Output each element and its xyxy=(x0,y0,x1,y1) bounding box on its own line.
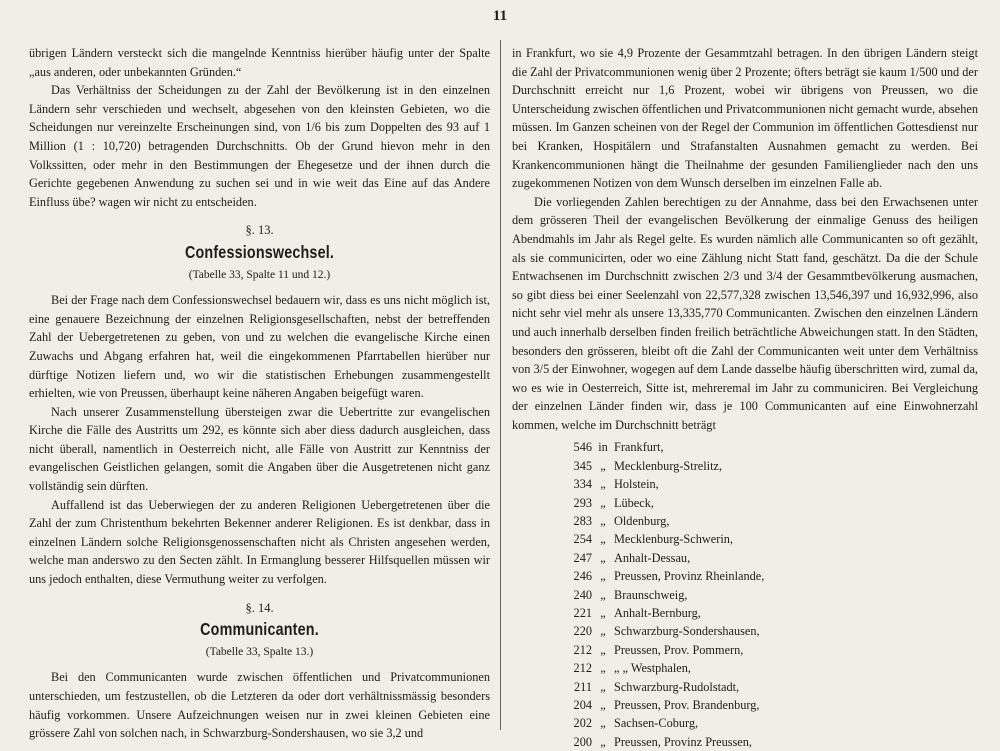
list-item-sep: „ xyxy=(600,495,606,510)
list-item-sep: „ xyxy=(600,697,606,712)
section-title: Confessionswechsel. xyxy=(184,241,335,262)
paragraph: Bei den Communicanten wurde zwischen öffentlichen und Privatcommunionen unterschieden, um festzustellen, ob die Letzteren da oder dort verhältnissmässig besonders häufig vorkommen. Unsere Aufzeichnungen weisen nur in zwei kleinen Gebieten eine grössere Zahl von solchen nach, in Schwarzburg-Sondershausen, wo sie 3,2 und xyxy=(29,670,490,741)
list-item-name: Preussen, Provinz Preussen, xyxy=(614,734,752,749)
list-item-sep: „ xyxy=(600,734,606,749)
list-item-num: 246 xyxy=(573,569,592,584)
list-item xyxy=(556,622,978,640)
list-item-name: Anhalt-Bernburg, xyxy=(614,605,701,620)
list-item-num: 546 xyxy=(573,440,592,455)
list-item xyxy=(556,549,978,567)
list-item-sep: „ xyxy=(600,605,606,620)
list-item xyxy=(556,494,978,512)
paragraph: übrigen Ländern versteckt sich die mangelnde Kenntniss hierüber häufig unter der Spalte „aus anderen, oder unbekannten Gründen.“ xyxy=(29,46,490,79)
list-item-num: 220 xyxy=(573,624,592,639)
list-item-num: 212 xyxy=(573,642,592,657)
paragraph: Die vorliegenden Zahlen berechtigen zu der Annahme, dass bei den Erwachsenen unter dem grösseren Theil der evangelischen Bevölkerung der einmalige Genuss des heiligen Abendmahls im Jahr als Regel gelte. Es wurden nämlich alle Communicanten so oft gezählt, als sie communicirten, oder wo eine Zählung nicht Statt fand, geschätzt. Da die der Schule Entwachsenen im Durchschnitt zwischen 2/3 und 3/4 der Gesammtbevölkerung ausmachen, so gibt diess bei einer Seelenzahl von 22,577,328 zwischen 13,546,397 und 16,932,996, also nicht sehr viel mehr als unsere 13,335,770 Communicanten. Zwischen den einzelnen Ländern und auch innerhalb derselben finden freilich beträchtliche Abweichungen statt. In den Städten, besonders den grösseren, bleibt oft die Zahl der Communicanten weit unter dem Verhältniss von 3/5 der Einwohner, wogegen auf dem Lande dasselbe häufig überschritten wird, zumal da, wo es wie in Oesterreich, Sitte ist, mehreremal im Jahr zu communiciren. Bei Vergleichung der einzelnen Länder finden wir, dass je 100 Communicanten auf eine Einwohnerzahl kommen, welche im Durchschnitt beträgt xyxy=(512,194,978,432)
list-item-num: 334 xyxy=(573,477,592,492)
paragraph: Bei der Frage nach dem Confessionswechsel bedauern wir, dass es uns nicht möglich ist, eine genauere Bezeichnung der einzelnen Religionsgesellschaften, nebst der betreffenden Zahl der Uebergetretenen zu geben, von und zu welchen die evangelische Kirche einen Zuwachs und Abgang erfahren hat, weil die eingekommenen Pfarrtabellen hierüber nur dürftige Notizen liefern und, wo wir die statistischen Erhebungen zusammengestellt erhielten, wie von Preussen, überhaupt keine näheren Angaben beigefügt waren. xyxy=(29,293,490,401)
list-item xyxy=(556,604,978,622)
list-item-sep: „ xyxy=(600,569,606,584)
list-item-num: 283 xyxy=(573,514,592,529)
list-item-num: 200 xyxy=(573,734,592,749)
section-reference: (Tabelle 33, Spalte 13.) xyxy=(205,645,314,658)
list-item-sep: „ xyxy=(600,458,606,473)
list-item xyxy=(556,641,978,659)
list-item-name: Holstein, xyxy=(614,477,659,492)
paragraph: Das Verhältniss der Scheidungen zu der Zahl der Bevölkerung ist in den einzelnen Ländern sehr verschieden und wechselt, abgesehen von den kleinsten Gebieten, wo die Scheidungen nur vereinzelte Erscheinungen sind, von 1/6 bis zum Doppelten des 93 auf 1 Million (1 : 10,720) betragenden Durchschnitts. Ob der Grund hievon mehr in den Volkssitten, oder mehr in den Bestimmungen der Ehegesetze und der ihnen durch die Gerichte gegebenen Anwendung zu suchen sei und in wie weit das Eine auf das Andere Einfluss übe? wagen wir nicht zu entscheiden. xyxy=(29,83,490,209)
section-title: Communicanten. xyxy=(200,619,319,640)
list-item-sep: „ xyxy=(600,624,606,639)
list-item xyxy=(556,733,978,751)
list-item-name: Preussen, Prov. Pommern, xyxy=(614,642,744,657)
list-item-sep: „ xyxy=(600,642,606,657)
list-item xyxy=(556,714,978,732)
list-item-sep: „ xyxy=(600,661,606,676)
list-item-sep: „ xyxy=(600,532,606,547)
list-item-name: Frankfurt, xyxy=(614,440,664,455)
list-item xyxy=(556,530,978,548)
list-item-num: 254 xyxy=(573,532,592,547)
column-divider xyxy=(500,40,501,730)
section-number: §. 13. xyxy=(245,223,274,238)
list-item-name: Schwarzburg-Sondershausen, xyxy=(614,624,760,639)
list-item-sep: „ xyxy=(600,550,606,565)
list-item-name: Mecklenburg-Schwerin, xyxy=(614,532,733,547)
list-item-sep: „ xyxy=(600,514,606,529)
right-column xyxy=(512,44,978,751)
list-item-num: 212 xyxy=(573,661,592,676)
list-item-num: 221 xyxy=(573,605,592,620)
list-item-name: Schwarzburg-Rudolstadt, xyxy=(614,679,740,694)
paragraph: Nach unserer Zusammenstellung übersteigen zwar die Uebertritte zur evangelischen Kirche die Fälle des Austritts um 292, es könnte sich aber diess dadurch ausgleichen, dass nicht überall, namentlich in Oesterreich nicht, alle Fälle von Austritt zur Kenntniss der evangelischen Geistlichen gelangen, somit die Angaben über die Ausgetretenen nicht ganz vollständig sein dürften. xyxy=(29,404,490,494)
list-item-name: Lübeck, xyxy=(614,495,654,510)
list-item xyxy=(556,567,978,585)
list-item-sep: „ xyxy=(600,477,606,492)
paragraph: Auffallend ist das Ueberwiegen der zu anderen Religionen Uebergetretenen über die Zahl der zum Christenthum bekehrten Bekenner anderer Religionen. Es ist denkbar, dass in einzelnen Ländern solche Religionsgenossenschaften nicht als Christen angesehen werden, welche man anderswo zu den Secten zählt. In Ermanglung besserer Hilfsquellen müssen wir uns jedoch enthalten, diese Vermuthung weiter zu verfolgen. xyxy=(29,497,490,587)
list-item-name: Preussen, Prov. Brandenburg, xyxy=(614,697,760,712)
list-item-name: Oldenburg, xyxy=(614,514,670,529)
list-item xyxy=(556,512,978,530)
list-item-num: 211 xyxy=(574,679,592,694)
list-item-name: Preussen, Provinz Rheinlande, xyxy=(614,569,765,584)
list-item-name: Anhalt-Dessau, xyxy=(614,550,691,565)
list-item xyxy=(556,678,978,696)
list-item xyxy=(556,438,978,456)
section-reference: (Tabelle 33, Spalte 11 und 12.) xyxy=(188,268,331,281)
list-item-name: Mecklenburg-Strelitz, xyxy=(614,458,723,473)
left-column xyxy=(29,44,490,743)
section-number: §. 14. xyxy=(245,600,274,615)
list-item xyxy=(556,586,978,604)
list-item-name: „ „ Westphalen, xyxy=(614,661,691,676)
list-item-num: 204 xyxy=(573,697,592,712)
list-item-num: 240 xyxy=(573,587,592,602)
list-item-sep: „ xyxy=(600,587,606,602)
list-item-num: 247 xyxy=(573,550,592,565)
communicants-list xyxy=(556,438,978,751)
list-item-sep: „ xyxy=(600,679,606,694)
list-item-sep: in xyxy=(598,440,608,455)
page-number: 11 xyxy=(492,8,508,24)
list-item xyxy=(556,696,978,714)
list-item-name: Braunschweig, xyxy=(614,587,688,602)
list-item-sep: „ xyxy=(600,716,606,731)
paragraph: in Frankfurt, wo sie 4,9 Prozente der Gesammtzahl betragen. In den übrigen Ländern steigt die Zahl der Privatcommunionen wenig über 2 Prozente; öfters beträgt sie kaum 1/500 und der Durchschnitt erreicht nur 1,6 Prozent, wobei wir übrigens von Preussen, wo die Unterscheidung zwischen öffentlichen und Privatcommunionen nicht gemacht wurde, absehen müssen. Im Ganzen scheinen von der Regel der Communion im öffentlichen Gottesdienst nur bei Kranken, Hospitälern und Strafanstalten Ausnahmen gemacht zu werden. Bei Krankencommunionen hängt die Theilnahme der gesunden Familienglieder nach den uns zugekommenen Notizen von dem Wunsch derselben im einzelnen Falle ab. xyxy=(512,46,978,191)
list-item xyxy=(556,659,978,677)
list-item xyxy=(556,457,978,475)
list-item-name: Sachsen-Coburg, xyxy=(614,716,699,731)
list-item xyxy=(556,475,978,493)
list-item-num: 345 xyxy=(573,458,592,473)
list-item-num: 202 xyxy=(573,716,592,731)
list-item-num: 293 xyxy=(573,495,592,510)
